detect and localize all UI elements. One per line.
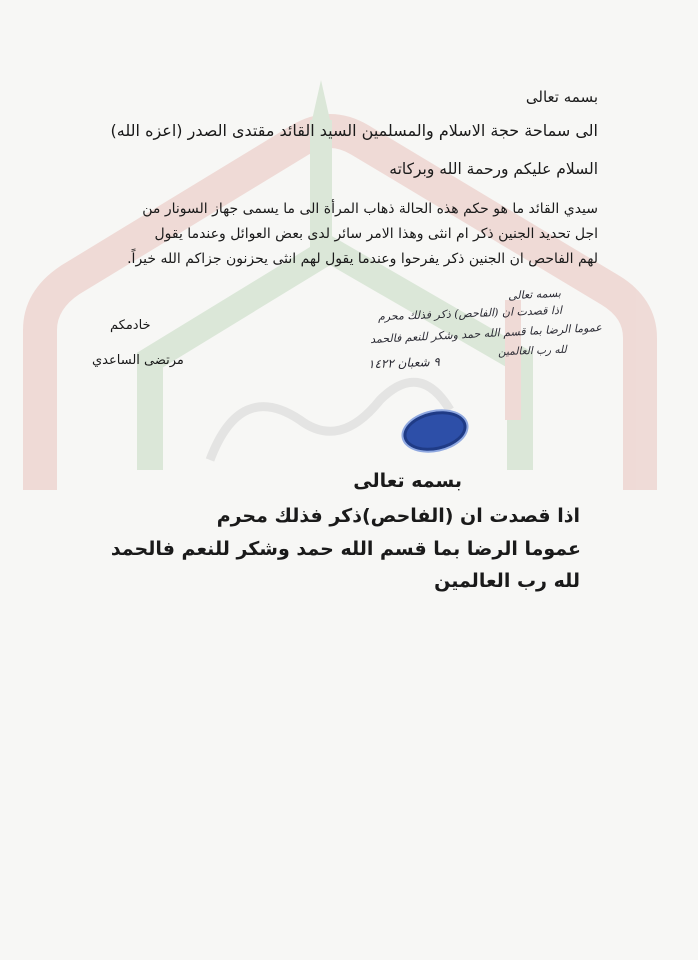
handwritten-line: بسمه تعالى bbox=[507, 286, 562, 303]
addressee-text: الى سماحة حجة الاسلام والمسلمين السيد القائد مقتدى الصدر (اعزه الله) bbox=[110, 121, 598, 140]
paragraph-line: اجل تحديد الجنين ذكر ام انثى وهذا الامر سائر لدى بعض العوائل وعندما يقول bbox=[154, 226, 598, 242]
handwritten-line: لله رب العالمين bbox=[497, 343, 567, 359]
reply-line: اذا قصدت ان (الفاحص)ذكر فذلك محرم bbox=[216, 505, 580, 527]
reply-line: عموما الرضا بما قسم الله حمد وشكر للنعم فالحمد bbox=[110, 538, 581, 560]
handwritten-line: عموما الرضا بما قسم الله حمد وشكر للنعم فالحمد bbox=[369, 320, 603, 347]
reply-line: لله رب العالمين bbox=[434, 570, 580, 592]
signature-name: مرتضى الساعدي bbox=[92, 353, 184, 368]
paragraph-line: سيدي القائد ما هو حكم هذه الحالة ذهاب المرأة الى ما يسمى جهاز السونار من bbox=[142, 201, 598, 217]
closing-text: خادمكم bbox=[110, 318, 151, 333]
question-paragraph bbox=[98, 197, 598, 272]
paragraph-line: لهم الفاحص ان الجنين ذكر يفرحوا وعندما يقول لهم انثى يحزنون جزاكم الله خيراً. bbox=[127, 251, 598, 267]
handwritten-line: اذا قصدت ان (الفاحص) ذكر فذلك محرم bbox=[377, 303, 563, 324]
greeting-text: بسمه تعالى bbox=[525, 88, 598, 106]
handwritten-date: ٩ شعبان ١٤٢٢ bbox=[367, 354, 441, 372]
salutation-text: السلام عليكم ورحمة الله وبركاته bbox=[389, 160, 598, 178]
reply-line: بسمه تعالى bbox=[353, 470, 462, 492]
